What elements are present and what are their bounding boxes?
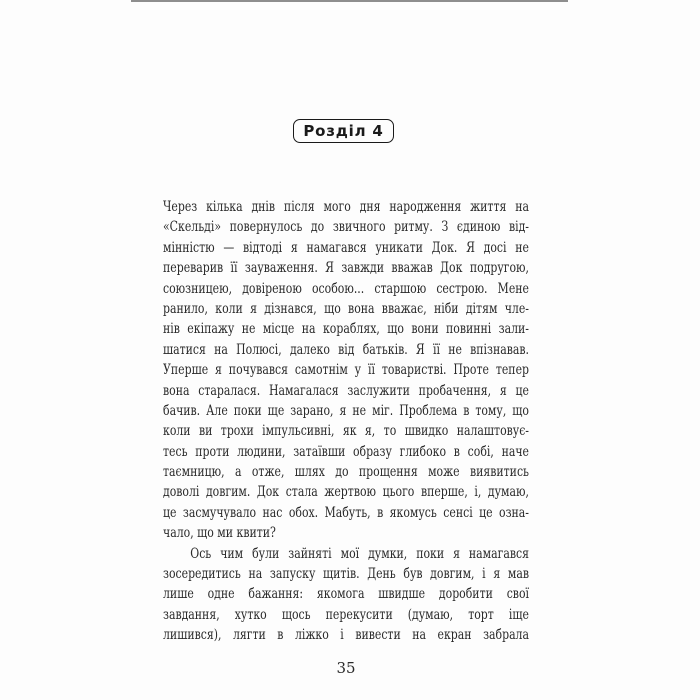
text-line: завдання, хутко щось перекусити (думаю, торт іще	[163, 606, 529, 623]
chapter-badge-label: Розділ 4	[303, 122, 384, 140]
page-top-edge-line	[131, 0, 568, 2]
text-line: вона старалася. Намагалася заслужити пробачення, я це	[163, 382, 529, 399]
text-line: союзницею, довіреною особою... старшою сестрою. Мене	[163, 280, 529, 297]
page-number: 35	[336, 659, 356, 677]
text-line: бачив. Але поки ще зарано, я не міг. Проблема в тому, що	[163, 402, 529, 419]
text-line: лише одне бажання: якомога швидше доробити свої	[163, 586, 529, 603]
text-line: коли ви трохи імпульсивні, як я, то швидко налаштовує-	[163, 423, 529, 440]
text-line: ранило, коли я дізнався, що вона вважає, ніби дітям чле-	[163, 300, 529, 317]
text-line: доволі довгим. Док стала жертвою цього вперше, і, думаю,	[163, 484, 529, 501]
text-line: мінністю — відтоді я намагався уникати Док. Я досі не	[163, 239, 529, 256]
text-line: шатися на Полюсі, далеко від батьків. Я її не впізнавав.	[163, 341, 529, 358]
text-line: це засмучувало нас обох. Мабуть, в якомусь сенсі це озна-	[163, 504, 529, 521]
text-line: «Скельді» повернулось до звичного ритму. З єдиною від-	[163, 219, 529, 236]
text-line: таємницю, а отже, шлях до прощення може виявитись	[163, 464, 529, 481]
text-line: Через кілька днів після мого дня народження життя на	[163, 199, 529, 215]
text-line: переварив її зауваження. Я завжди вважав Док подругою,	[163, 260, 529, 277]
text-line: нів екіпажу не місце на кораблях, що вони повинні зали-	[163, 321, 529, 338]
chapter-badge	[293, 119, 394, 143]
text-line: зосередитись на запуску щитів. День був довгим, і я мав	[163, 566, 529, 583]
text-line: чало, що ми квити?	[163, 525, 276, 542]
text-line: тесь проти людини, затаївши образу глибоко в собі, наче	[163, 443, 529, 460]
text-line: Уперше я почувався самотнім у її товаристві. Проте тепер	[163, 362, 529, 379]
page-body	[163, 197, 529, 649]
text-line: лишився), лягти в ліжко і вивести на екран забрала	[163, 627, 529, 644]
text-line: Ось чим були зайняті мої думки, поки я намагався	[190, 545, 529, 562]
